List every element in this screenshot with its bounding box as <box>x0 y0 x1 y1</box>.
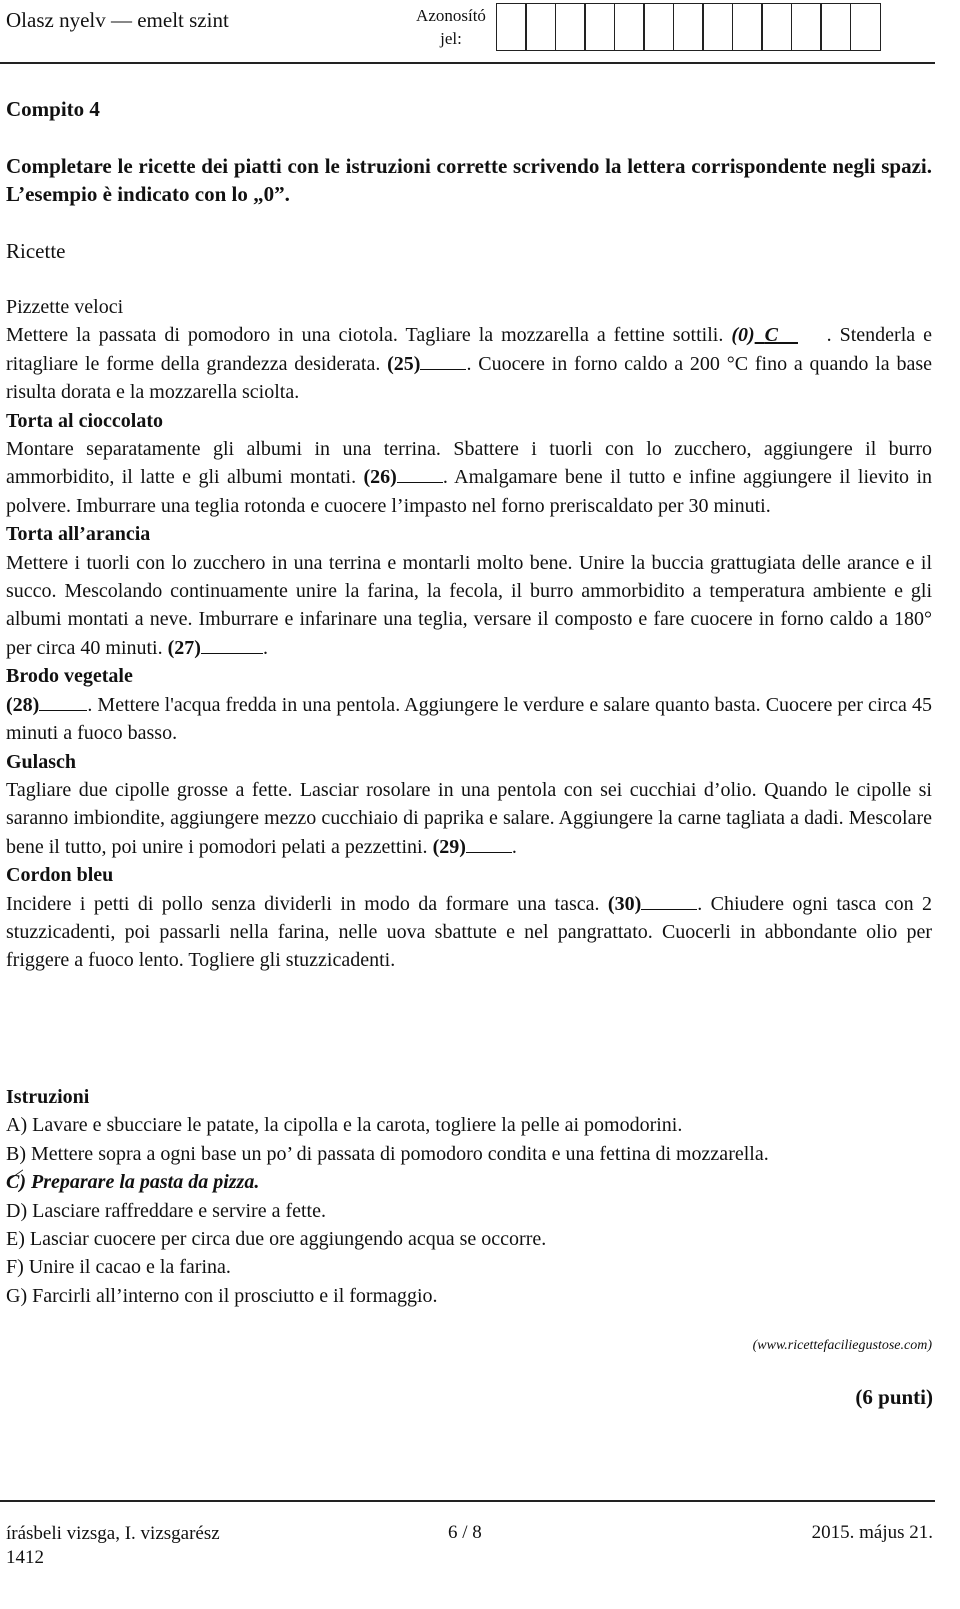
instruction-item: F) Unire il cacao e la farina. <box>6 1256 231 1279</box>
header-divider <box>0 62 935 64</box>
recipe-text: Mettere la passata di pomodoro in una ciotola. Tagliare la mozzarella a fettine sottili. (0) C . Stenderla e ritagliare le forme della grandezza desiderata. (25) . Cuocere in forno caldo a 200 °C fino a quando la base risulta dorata e la mozzarella sciolta. <box>6 321 932 406</box>
recipes-heading: Ricette <box>6 239 66 263</box>
instruction-item: D) Lasciare raffreddare e servire a fette. <box>6 1199 326 1222</box>
gap-label: (26) <box>363 466 397 489</box>
answer-blank[interactable] <box>420 351 466 370</box>
answer-blank[interactable] <box>397 464 443 483</box>
id-box[interactable] <box>496 3 527 51</box>
recipes-section <box>6 293 932 975</box>
instruction-item: B) Mettere sopra a ogni base un po’ di passata di pomodoro condita e una fettina di mozzarella. <box>6 1142 769 1165</box>
recipe-title: Brodo vegetale <box>6 665 133 688</box>
example-answer: C <box>764 324 778 347</box>
id-box[interactable] <box>673 3 704 51</box>
id-box[interactable] <box>791 3 822 51</box>
id-label-line2: jel: <box>440 29 462 48</box>
task-title: Compito 4 <box>6 97 100 121</box>
instruction-item: G) Farcirli all’interno con il prosciutto e il formaggio. <box>6 1284 438 1307</box>
recipe-text: Tagliare due cipolle grosse a fette. Lasciar rosolare in una pentola con sei cucchiai d’olio. Quando le cipolle si saranno imbiondite, aggiungere mezzo cucchiaio di paprika e salare. Aggiungere la carne tagliata a dadi. Mescolare bene il tutto, poi unire i pomodori pelati a pezzettini. (29) . <box>6 778 932 858</box>
recipe-text: (28) . Mettere l'acqua fredda in una pentola. Aggiungere le verdure e salare quanto basta. Cuocere per circa 45 minuti a fuoco basso. <box>6 693 932 745</box>
id-boxes <box>497 3 881 51</box>
id-box[interactable] <box>850 3 881 51</box>
answer-blank[interactable] <box>201 635 263 654</box>
footer-date: 2015. május 21. <box>811 1522 933 1543</box>
answer-blank[interactable] <box>641 891 697 910</box>
recipe-title: Gulasch <box>6 750 77 773</box>
gap-label: (27) <box>167 636 201 659</box>
id-box[interactable] <box>584 3 615 51</box>
id-label <box>412 4 490 50</box>
points-label: (6 punti) <box>855 1385 933 1409</box>
id-box[interactable] <box>614 3 645 51</box>
footer-left <box>6 1522 220 1570</box>
recipe-title: Pizzette veloci <box>6 296 124 318</box>
recipe-text: Incidere i petti di pollo senza dividerli in modo da formare una tasca. (30) . Chiudere ogni tasca con 2 stuzzicadenti, poi passarli nella farina, nelle uova sbattute e nel pangrattato. Cuocerli in abbondante olio per friggere a fuoco lento. Togliere gli stuzzicadenti. <box>6 892 933 972</box>
task-instruction: Completare le ricette dei piatti con le istruzioni corrette scrivendo la lettera corrispondente negli spazi. L’esempio è indicato con lo „0”. <box>6 154 932 207</box>
instruction-item-example: C) Preparare la pasta da pizza. <box>6 1171 260 1194</box>
gap-label: (30) <box>607 892 642 915</box>
instruction-item: E) Lasciar cuocere per circa due ore aggiungendo acqua se occorre. <box>6 1228 547 1251</box>
answer-blank[interactable] <box>39 692 87 711</box>
header-subject: Olasz nyelv — emelt szint <box>6 8 229 32</box>
footer-page-number: 6 / 8 <box>448 1522 482 1543</box>
gap-label: (29) <box>432 835 466 858</box>
footer-divider <box>0 1500 935 1502</box>
recipe-title: Cordon bleu <box>6 864 114 887</box>
answer-blank[interactable] <box>466 834 512 853</box>
source-citation: (www.ricettefaciliegustose.com) <box>752 1338 932 1353</box>
id-box[interactable] <box>525 3 556 51</box>
id-box[interactable] <box>555 3 586 51</box>
instructions-section <box>6 1083 932 1310</box>
instruction-item: A) Lavare e sbucciare le patate, la cipolla e la carota, togliere la pelle ai pomodorini. <box>6 1114 683 1137</box>
example-letter-crossed: C) <box>6 1171 26 1194</box>
recipe-text: Mettere i tuorli con lo zucchero in una terrina e montarli molto bene. Unire la buccia grattugiata delle arance e il succo. Mescolando continuamente unire la farina, la fecola, il burro ammorbidito a temperatura ambiente e gli albumi montati a neve. Imburrare e infarinare una teglia, versare il composto e fare cuocere in forno caldo a 180° per circa 40 minuti. (27) . <box>6 551 932 659</box>
id-box[interactable] <box>761 3 792 51</box>
recipe-title: Torta al cioccolato <box>6 409 164 432</box>
footer-exam-label: írásbeli vizsga, I. vizsgarész <box>6 1523 220 1544</box>
instructions-heading: Istruzioni <box>6 1086 90 1108</box>
id-box[interactable] <box>643 3 674 51</box>
footer-code: 1412 <box>6 1547 44 1568</box>
gap-label: (28) <box>6 693 40 716</box>
recipe-text: Montare separatamente gli albumi in una terrina. Sbattere i tuorli con lo zucchero, aggiungere il burro ammorbidito, il latte e gli albumi montati. (26) . Amalgamare bene il tutto e infine aggiungere il lievito in polvere. Imburrare una teglia rotonda e cuocere l’impasto nel forno preriscaldato per 30 minuti. <box>6 438 932 517</box>
example-label: (0) <box>731 324 755 347</box>
recipe-title: Torta all’arancia <box>6 523 151 546</box>
id-box[interactable] <box>820 3 851 51</box>
gap-label: (25) <box>387 352 421 375</box>
id-box[interactable] <box>732 3 763 51</box>
id-box[interactable] <box>702 3 733 51</box>
id-label-line1: Azonosító <box>416 6 486 25</box>
